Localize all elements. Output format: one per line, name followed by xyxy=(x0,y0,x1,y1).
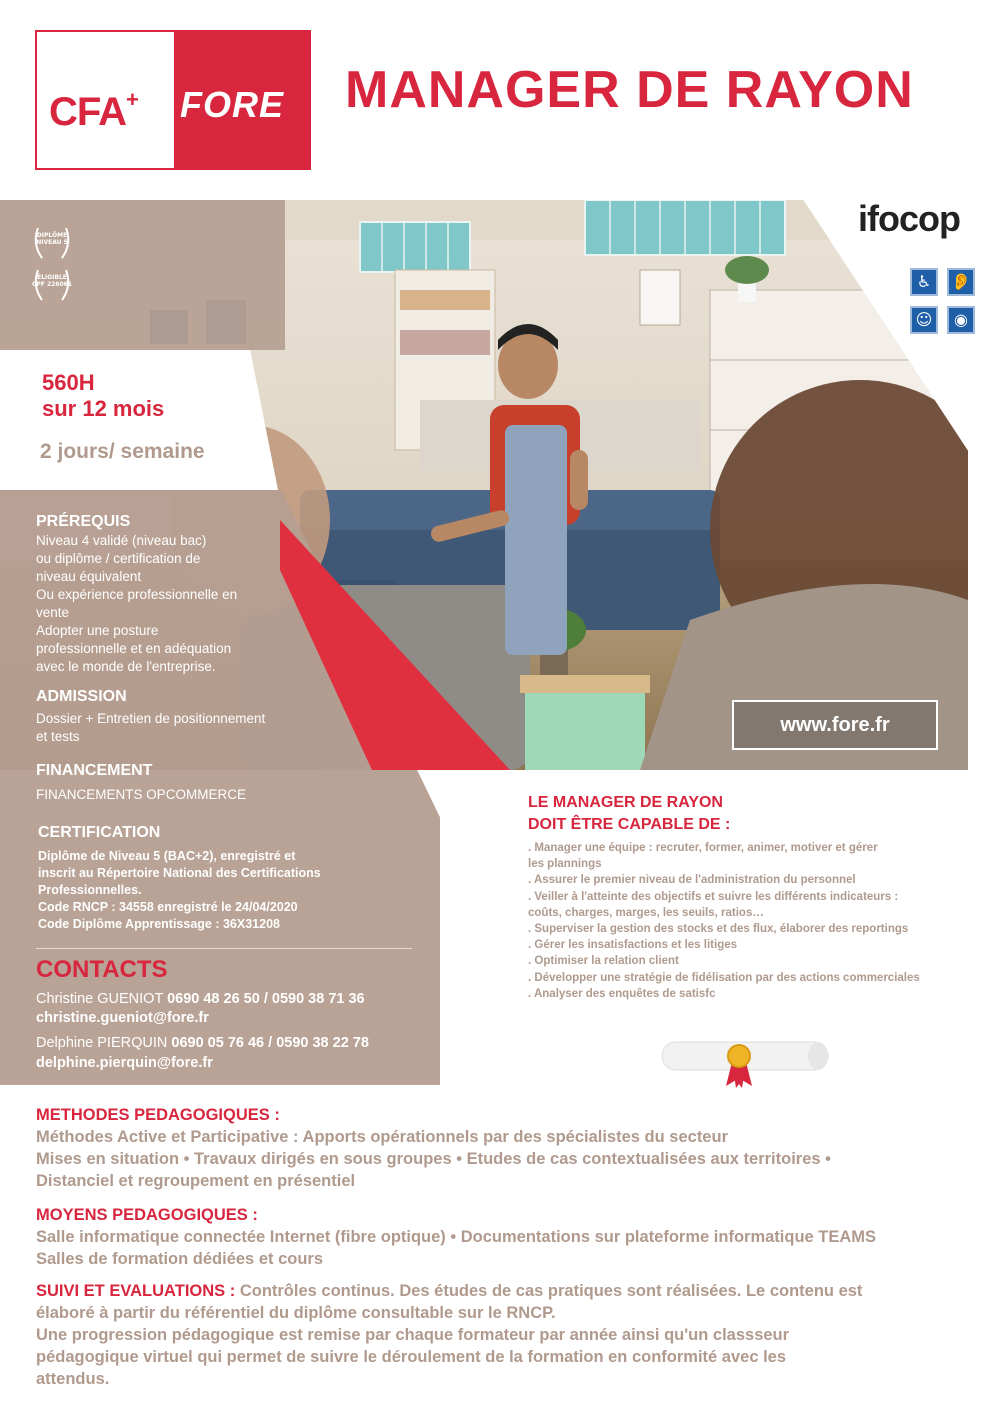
list-item: . Gérer les insatisfactions et les litiges xyxy=(528,939,738,952)
logo-fore-text: FORE xyxy=(180,84,285,125)
wheelchair-icon: ♿ xyxy=(910,268,938,296)
logo-cfa-text: CFA+ xyxy=(49,87,138,134)
admission-title: ADMISSION xyxy=(36,688,127,705)
contact-christine-phone: Christine GUENIOT 0690 48 26 50 / 0590 38 71 36 xyxy=(36,991,365,1007)
financement-title: FINANCEMENT xyxy=(36,762,153,779)
certification-text: Diplôme de Niveau 5 (BAC+2), enregistré et inscrit au Répertoire National des Certifications Professionnelles. Code RNCP : 34558 enregistré le 24/04/2020 Code Diplôme Apprentissage : 36X31208 xyxy=(38,849,321,931)
cfa-fore-logo xyxy=(35,30,309,170)
mental-disability-icon: ☺ xyxy=(910,306,938,334)
diploma-scroll-icon xyxy=(660,1036,830,1092)
diploma-badge: DIPLÔME NIVEAU 5 xyxy=(30,220,74,266)
website-link[interactable]: www.fore.fr xyxy=(732,700,938,750)
prerequis-text: Niveau 4 validé (niveau bac) ou diplôme / certification de niveau équivalent Ou expérience professionnelle en vente Adopter une posture professionnelle et en adéquation avec le monde de l'entreprise. xyxy=(36,533,238,674)
contact-delphine-email[interactable]: delphine.pierquin@fore.fr xyxy=(36,1055,213,1071)
ifocop-logo: ifocop xyxy=(858,198,960,239)
capabilities-title: LE MANAGER DE RAYON DOIT ÊTRE CAPABLE DE : xyxy=(528,794,731,833)
suivi-section: SUIVI ET EVALUATIONS : Contrôles continus. Des études de cas pratiques sont réalisées. Le contenu est élaboré à partir du référentiel du diplôme consultable sur le RNCP. Une progression pédagogique est remise par chaque formateur par année ainsi qu'un classseur pédagogique virtuel qui permet de suivre le déroulement de la formation en conformité avec les attendus. xyxy=(36,1282,863,1388)
list-item: . Analyser des enquêtes de satisfc xyxy=(528,987,716,1000)
hearing-icon: 👂 xyxy=(947,268,975,296)
cpf-badge: ÉLIGIBLE CPF 226061 xyxy=(30,262,74,308)
list-item: coûts, charges, marges, les seuils, ratios… xyxy=(528,906,764,919)
list-item: les plannings xyxy=(528,858,602,871)
admission-text: Dossier + Entretien de positionnement et tests xyxy=(36,711,266,744)
contacts-title: CONTACTS xyxy=(36,956,168,983)
list-item: . Veiller à l'atteinte des objectifs et suivre les différents indicateurs : xyxy=(528,890,899,903)
list-item: . Optimiser la relation client xyxy=(528,955,679,968)
duration-rhythm: 2 jours/ semaine xyxy=(40,440,205,463)
contact-christine-email[interactable]: christine.gueniot@fore.fr xyxy=(36,1010,209,1026)
certification-title: CERTIFICATION xyxy=(38,824,161,841)
visual-impairment-icon: ◉ xyxy=(947,306,975,334)
logo-fore-block xyxy=(174,30,311,170)
list-item: . Manager une équipe : recruter, former, animer, motiver et gérer xyxy=(528,842,878,854)
list-item: . Superviser la gestion des stocks et des flux, élaborer des reportings xyxy=(528,923,909,936)
moyens-section: MOYENS PEDAGOGIQUES : Salle informatique connectée Internet (fibre optique) • Documentations sur plateforme informatique TEAMS Salles de formation dédiées et cours xyxy=(36,1206,877,1268)
methodes-section: METHODES PEDAGOGIQUES : Méthodes Active et Participative : Apports opérationnels par des spécialistes du secteur Mises en situation • Travaux dirigés en sous groupes • Etudes de cas contextualisées aux territoires • Distanciel et regroupement en présentiel xyxy=(36,1106,831,1190)
page-title: MANAGER DE RAYON xyxy=(345,61,914,119)
duration-hours: 560H sur 12 mois xyxy=(42,370,165,421)
list-item: . Assurer le premier niveau de l'administration du personnel xyxy=(528,874,856,887)
contact-delphine-phone: Delphine PIERQUIN 0690 05 76 46 / 0590 38 22 78 xyxy=(36,1035,369,1051)
capabilities-list xyxy=(528,840,988,1002)
prerequis-title: PRÉREQUIS xyxy=(36,513,131,530)
list-item: . Développer une stratégie de fidélisation par des actions commerciales xyxy=(528,971,920,984)
financement-text: FINANCEMENTS OPCOMMERCE xyxy=(36,787,247,802)
divider xyxy=(36,948,412,949)
